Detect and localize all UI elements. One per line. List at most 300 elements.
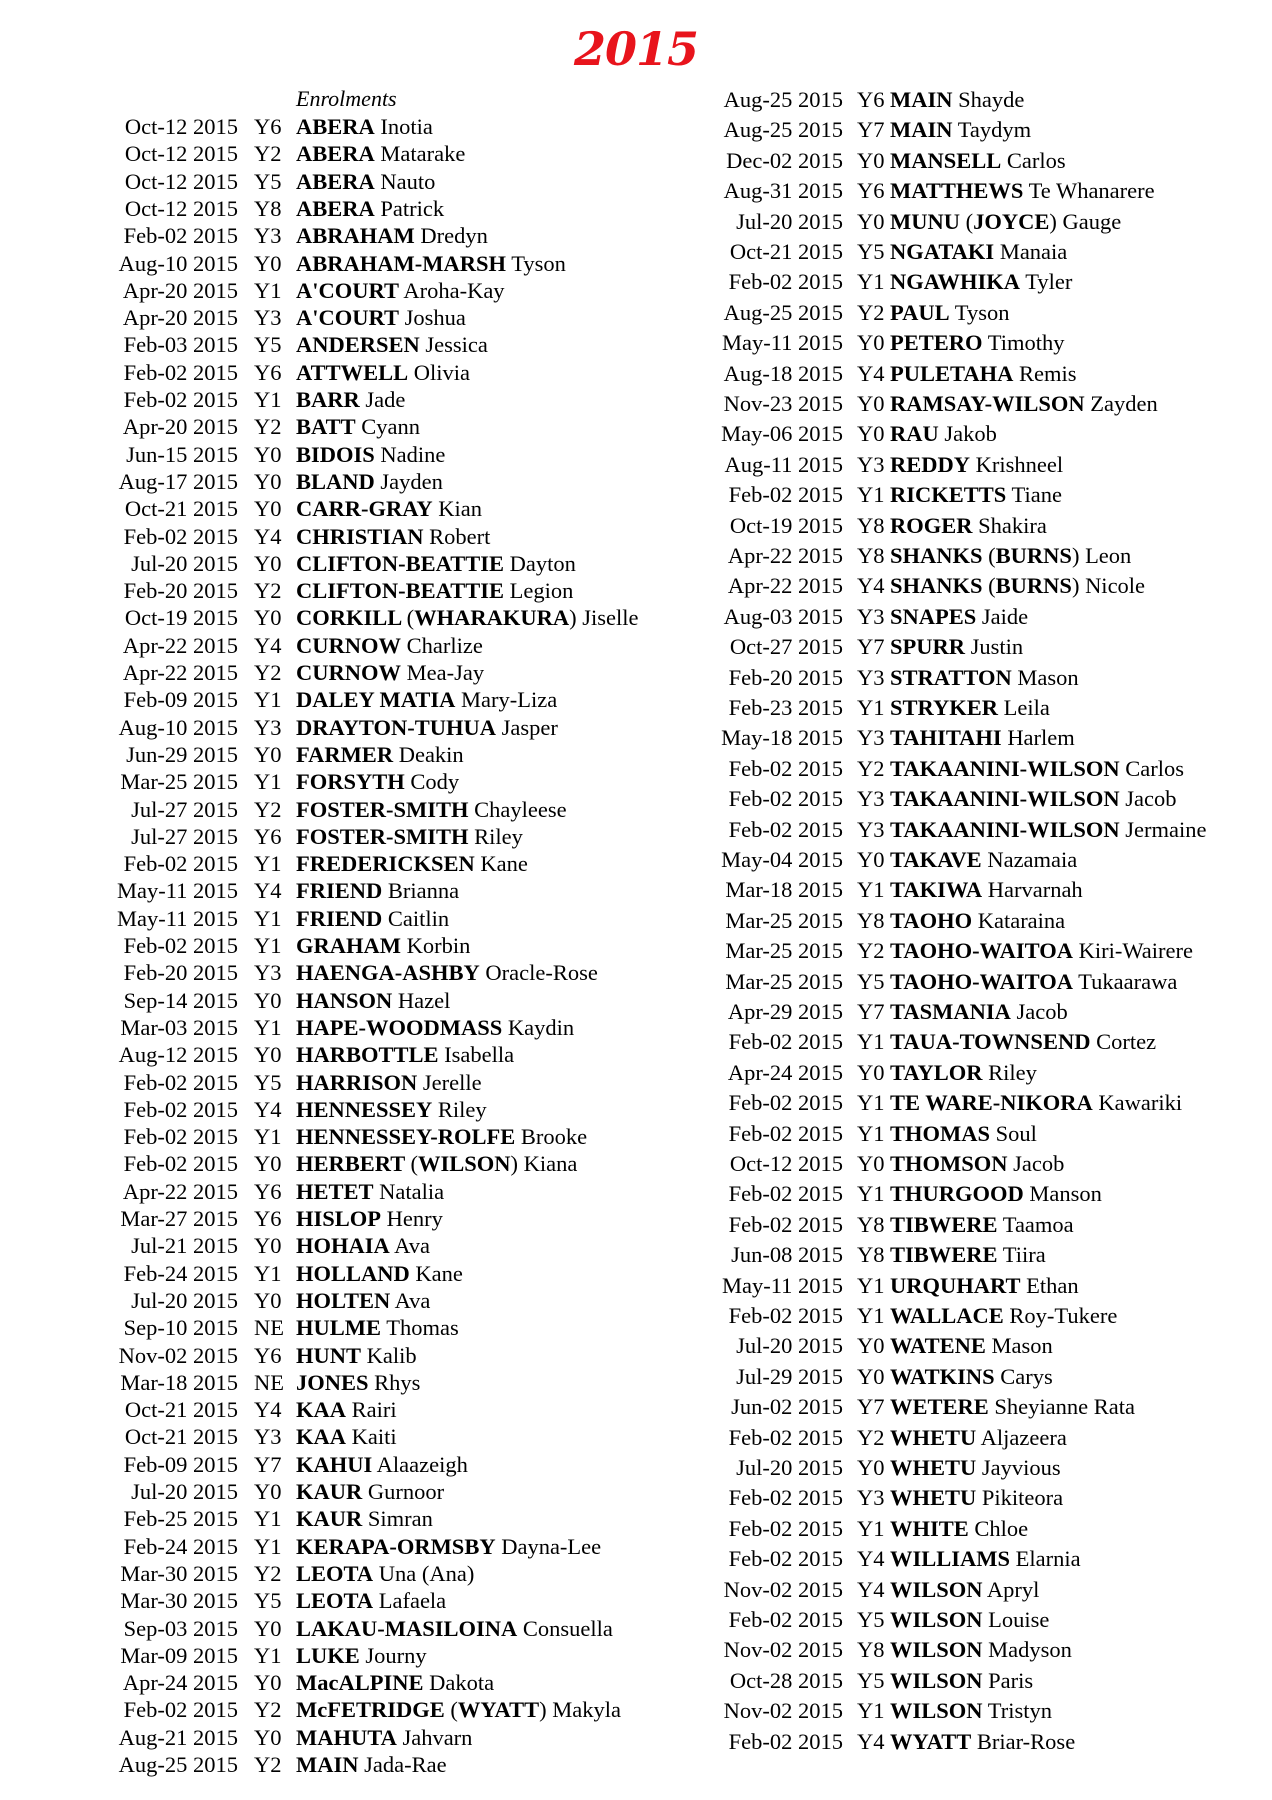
year-level: Y2 (857, 1424, 885, 1450)
student-surname: HOHAIA (296, 1233, 390, 1259)
student-name (890, 1697, 1052, 1724)
student-surname: HENNESSEY (296, 1096, 433, 1122)
enrolment-date: Mar-03 2015 (120, 1014, 238, 1040)
student-surname: WILSON (890, 1667, 983, 1693)
enrolment-date: Oct-27 2015 (729, 634, 843, 660)
student-name (890, 390, 1158, 417)
year-level: Y1 (857, 269, 885, 295)
student-given-name: Mea-Jay (401, 660, 485, 685)
student-given-name: Taydym (952, 117, 1032, 143)
student-name (296, 168, 435, 195)
year-level: Y7 (857, 1394, 885, 1420)
year-level: Y2 (254, 1697, 282, 1723)
student-surname: TAOHO-WAITOA (890, 968, 1073, 994)
enrolment-date: Jul-27 2015 (131, 796, 238, 822)
student-surname: WHETU (890, 1455, 977, 1480)
student-surname: TAOHO-WAITOA (890, 938, 1073, 964)
student-name (296, 1260, 463, 1287)
enrolment-date: Feb-20 2015 (728, 664, 843, 690)
enrolment-date: Oct-12 2015 (729, 1151, 843, 1176)
enrolment-date: Aug-25 2015 (723, 117, 843, 143)
student-given-name: Apryl (982, 1576, 1040, 1602)
student-given-name: Ethan (1020, 1272, 1079, 1298)
student-name (296, 877, 459, 904)
student-given-name: Nadine (374, 441, 446, 467)
student-given-name: Tiane (1006, 482, 1062, 508)
student-surname: PETERO (890, 330, 983, 356)
student-surname: URQUHART (890, 1272, 1021, 1298)
student-surname: NGATAKI (890, 239, 995, 264)
student-name (890, 1606, 1049, 1633)
enrolment-date: Oct-21 2015 (124, 1397, 238, 1423)
student-surname: HETET (296, 1178, 374, 1204)
year-level: Y2 (857, 299, 885, 325)
year-level: Y7 (857, 634, 885, 660)
year-level: NE (254, 1315, 284, 1341)
student-name (890, 1515, 1028, 1542)
enrolment-date: Apr-20 2015 (122, 305, 238, 331)
enrolment-date: Aug-17 2015 (118, 468, 238, 494)
student-given-name: Jacob (1010, 999, 1068, 1024)
enrolment-date: Aug-18 2015 (723, 360, 843, 386)
student-given-name: Manson (1023, 1181, 1102, 1207)
student-name (296, 550, 576, 577)
student-surname: ROGER (890, 512, 973, 538)
student-surname: ABERA (296, 141, 375, 167)
year-level: Y8 (857, 1211, 885, 1237)
student-given-name: Jada-Rae (358, 1752, 447, 1777)
student-name (296, 413, 420, 440)
enrolment-date: Aug-31 2015 (723, 178, 843, 204)
student-name (890, 1363, 1053, 1390)
year-level: Y4 (857, 573, 885, 599)
student-name (890, 1089, 1182, 1116)
year-level: Y3 (857, 603, 885, 629)
year-level: Y4 (857, 1546, 885, 1572)
year-level: Y5 (254, 168, 282, 194)
enrolment-date: Apr-22 2015 (727, 573, 843, 599)
student-name (890, 816, 1206, 843)
year-level: Y4 (254, 1397, 282, 1423)
year-level: Y1 (857, 1698, 885, 1724)
student-surname: THOMAS (890, 1120, 991, 1146)
student-given-name: Kian (432, 496, 483, 522)
enrolment-date: Jul-20 2015 (736, 1333, 843, 1359)
student-given-name: Riley (982, 1059, 1037, 1085)
student-surname: HENNESSEY-ROLFE (296, 1124, 516, 1150)
student-surname: ATTWELL (296, 359, 409, 385)
enrolment-date: Feb-02 2015 (123, 223, 238, 249)
student-name (296, 113, 433, 140)
student-given-name: Kawariki (1092, 1090, 1183, 1116)
student-name (296, 1178, 444, 1205)
student-name (890, 633, 1023, 660)
student-name (890, 1120, 1037, 1147)
enrolment-date: Feb-02 2015 (728, 1029, 843, 1055)
student-given-name: Carys (994, 1363, 1053, 1389)
student-given-name: Roy-Tukere (1003, 1303, 1118, 1328)
student-name (890, 937, 1193, 964)
student-name (296, 1342, 417, 1369)
student-given-name: Aroha-Kay (398, 277, 505, 303)
student-surname: HAPE-WOODMASS (296, 1014, 503, 1040)
enrolment-date: Apr-22 2015 (122, 660, 238, 685)
student-surname: ABRAHAM-MARSH (296, 250, 506, 276)
student-name (890, 1424, 1067, 1451)
student-surname: HOLLAND (296, 1260, 410, 1286)
student-surname: SPURR (890, 634, 966, 660)
year-level: Y3 (254, 714, 282, 740)
enrolment-date: Oct-21 2015 (124, 496, 238, 522)
student-given-name: Riley (432, 1096, 487, 1122)
student-surname: MUNU (890, 208, 966, 234)
enrolment-date: Nov-02 2015 (723, 1698, 843, 1724)
student-given-name: Chayleese (468, 796, 567, 822)
enrolment-date: Feb-02 2015 (728, 1515, 843, 1541)
student-surname: HARBOTTLE (296, 1042, 439, 1068)
year-level: Y0 (254, 250, 282, 276)
student-surname: CARR-GRAY (296, 496, 433, 522)
student-surname: HISLOP (296, 1206, 382, 1231)
enrolment-date: Feb-02 2015 (123, 851, 238, 877)
enrolment-date: Jul-20 2015 (131, 1287, 238, 1313)
student-name (296, 741, 464, 768)
enrolments-heading: Enrolments (296, 86, 397, 111)
year-level: Y4 (254, 878, 282, 904)
enrolment-date: Feb-02 2015 (123, 1124, 238, 1150)
student-name (890, 846, 1077, 873)
student-given-name: Jacob (1007, 1151, 1065, 1176)
student-surname: TAOHO (890, 907, 973, 933)
student-surname: McFETRIDGE (296, 1697, 451, 1723)
student-name (296, 1232, 430, 1259)
year-level: Y0 (857, 421, 885, 447)
enrolment-date: Feb-02 2015 (123, 1697, 238, 1723)
year-level: Y4 (254, 523, 282, 549)
year-level: Y3 (254, 223, 282, 249)
student-surname: GRAHAM (296, 933, 401, 958)
student-given-name: Kataraina (972, 907, 1066, 933)
enrolment-date: Feb-02 2015 (728, 1728, 843, 1754)
enrolment-date: Apr-24 2015 (727, 1059, 843, 1085)
year-level: Y8 (857, 907, 885, 933)
student-surname: FORSYTH (296, 769, 405, 795)
student-name (890, 724, 1075, 751)
student-given-name: Kiana (518, 1151, 578, 1177)
student-name (296, 1069, 482, 1096)
enrolment-date: Feb-02 2015 (123, 523, 238, 549)
year-level: Y4 (857, 360, 885, 386)
student-given-name: Jiselle (576, 605, 639, 631)
student-name (890, 299, 1010, 326)
student-name (296, 1587, 446, 1614)
student-surname: NGAWHIKA (890, 269, 1021, 295)
year-level: Y5 (857, 968, 885, 994)
student-surname: HANSON (296, 987, 393, 1013)
student-name (296, 1096, 487, 1123)
student-surname: LEOTA (296, 1560, 374, 1586)
student-name: SHANKS (BURNS) Nicole (890, 573, 1146, 599)
student-name (296, 823, 523, 850)
student-surname: HUNT (296, 1342, 362, 1368)
student-name (890, 1728, 1075, 1755)
student-surname: FREDERICKSEN (296, 851, 475, 877)
year-level: Y3 (857, 1485, 885, 1511)
student-name (890, 1302, 1117, 1329)
student-given-name: Isabella (438, 1042, 515, 1068)
student-name (296, 659, 484, 686)
year-level: Y0 (254, 987, 282, 1013)
student-surname: THOMSON (890, 1151, 1008, 1176)
student-surname: DALEY MATIA (296, 687, 456, 713)
student-name (296, 577, 573, 604)
student-name (890, 1545, 1081, 1572)
year-level: Y8 (254, 195, 282, 221)
student-name (296, 1642, 427, 1669)
student-surname: BARR (296, 387, 360, 412)
enrolment-date: Apr-22 2015 (727, 543, 843, 568)
enrolment-date: Apr-22 2015 (122, 632, 238, 658)
enrolment-date: Feb-24 2015 (123, 1260, 238, 1286)
student-name (296, 1669, 494, 1696)
student-name (890, 998, 1068, 1025)
student-given-name: Tukaarawa (1072, 968, 1178, 994)
enrolment-date: May-04 2015 (721, 847, 843, 872)
enrolment-date: Feb-02 2015 (728, 269, 843, 295)
student-name (296, 686, 557, 713)
student-name (296, 632, 483, 659)
year-level: Y6 (857, 178, 885, 204)
enrolment-date: Feb-02 2015 (728, 482, 843, 508)
year-level: Y1 (254, 1124, 282, 1150)
student-given-name: Tiira (997, 1242, 1046, 1268)
year-level: Y3 (857, 664, 885, 690)
year-level: Y5 (857, 239, 885, 264)
student-surname: LAKAU-MASILOINA (296, 1615, 518, 1641)
student-name (890, 876, 1083, 903)
enrolment-date: Jul-27 2015 (131, 823, 238, 849)
year-level: Y5 (254, 1069, 282, 1095)
student-surname: WILSON (890, 1637, 983, 1663)
student-given-name: Kalib (361, 1342, 417, 1368)
year-level: Y3 (857, 786, 885, 812)
year-level: Y0 (254, 441, 282, 467)
student-surname: TAKAANINI-WILSON (890, 816, 1120, 842)
enrolment-date: Apr-22 2015 (122, 1178, 238, 1204)
year-level: Y3 (254, 305, 282, 331)
enrolment-date: Feb-02 2015 (728, 1424, 843, 1450)
student-name (296, 850, 528, 877)
year-level: Y1 (857, 1272, 885, 1298)
student-name (296, 1205, 443, 1232)
student-name (296, 1751, 447, 1778)
year-level: Y0 (857, 847, 885, 872)
student-given-name: Aljazeera (976, 1424, 1067, 1450)
student-name (890, 268, 1072, 295)
student-name (890, 1576, 1039, 1603)
student-name (890, 694, 1050, 721)
year-level: Y4 (857, 1728, 885, 1754)
student-given-name: Shakira (972, 512, 1047, 538)
year-level: Y8 (857, 1242, 885, 1268)
enrolment-date: Aug-10 2015 (118, 250, 238, 276)
student-given-name: Legion (503, 578, 574, 604)
student-surname: HERBERT (296, 1151, 411, 1177)
student-given-name: Justin (965, 634, 1024, 660)
student-surname: MacALPINE (296, 1670, 424, 1696)
student-surname: CORKILL (296, 605, 407, 631)
student-name: SHANKS (BURNS) Leon (890, 543, 1132, 568)
year-level: Y3 (254, 1424, 282, 1450)
year-level: Y0 (254, 1724, 282, 1750)
student-surname: LEOTA (296, 1588, 374, 1614)
student-surname: LUKE (296, 1642, 360, 1668)
student-given-name: Chloe (968, 1515, 1029, 1541)
student-surname: MAIN (890, 117, 953, 143)
year-level: Y0 (254, 1479, 282, 1504)
year-level: Y0 (254, 1233, 282, 1259)
enrolment-date: Aug-03 2015 (723, 603, 843, 629)
student-given-name: Carlos (1119, 755, 1184, 781)
year-level: Y1 (254, 1014, 282, 1040)
enrolment-date: Feb-09 2015 (123, 687, 238, 713)
enrolment-date: Oct-21 2015 (124, 1424, 238, 1450)
year-level: Y1 (254, 1506, 282, 1532)
enrolment-date: Feb-20 2015 (123, 960, 238, 986)
enrolment-date: Apr-29 2015 (727, 999, 843, 1024)
student-name (296, 331, 488, 358)
student-surname: WILSON (417, 1151, 511, 1177)
student-given-name: Mason (1011, 664, 1079, 690)
student-name (890, 177, 1155, 204)
year-level: Y0 (857, 1059, 885, 1085)
student-surname: STRYKER (890, 695, 998, 720)
enrolment-date: Oct-12 2015 (124, 114, 238, 139)
year-level: Y0 (857, 208, 885, 234)
year-level: Y6 (254, 1178, 282, 1204)
student-name (296, 768, 459, 795)
student-name (296, 495, 482, 522)
enrolment-date: Jul-20 2015 (131, 550, 238, 576)
student-name (296, 1533, 601, 1560)
student-given-name: Briar-Rose (971, 1728, 1076, 1754)
student-surname: MATTHEWS (890, 178, 1024, 204)
student-name (890, 1484, 1063, 1511)
enrolment-date: Feb-02 2015 (728, 1090, 843, 1116)
year-level: Y8 (857, 543, 885, 568)
enrolment-date: Apr-20 2015 (122, 277, 238, 303)
enrolment-date: Mar-30 2015 (120, 1560, 238, 1586)
student-surname: BURNS (995, 543, 1072, 568)
enrolment-date: Nov-23 2015 (723, 391, 843, 416)
student-given-name: Nicole (1079, 573, 1146, 599)
year-level: Y0 (857, 330, 885, 356)
student-given-name: Tristyn (982, 1698, 1052, 1724)
student-surname: SHANKS (890, 543, 989, 568)
student-surname: JOYCE (973, 208, 1050, 234)
student-surname: CHRISTIAN (296, 523, 424, 549)
enrolment-date: Jun-15 2015 (126, 441, 238, 467)
enrolment-date: Aug-21 2015 (118, 1724, 238, 1750)
enrolment-date: Feb-02 2015 (728, 1120, 843, 1146)
student-given-name: Cortez (1090, 1029, 1157, 1055)
enrolment-date: Oct-28 2015 (729, 1667, 843, 1693)
year-level: Y1 (857, 1120, 885, 1146)
enrolment-date: Nov-02 2015 (118, 1342, 238, 1368)
student-given-name: Cyann (355, 414, 420, 440)
year-level: Y2 (254, 1752, 282, 1777)
enrolment-date: Dec-02 2015 (726, 147, 843, 173)
enrolment-date: Feb-23 2015 (728, 695, 843, 720)
student-given-name: Henry (381, 1206, 443, 1231)
student-given-name: Gauge (1056, 208, 1122, 234)
year-level: Y0 (254, 1670, 282, 1696)
student-name (890, 1272, 1079, 1299)
student-name (890, 1028, 1156, 1055)
student-given-name: Jakob (938, 421, 997, 447)
student-given-name: Jerelle (417, 1069, 482, 1095)
student-surname: TE WARE-NIKORA (890, 1090, 1093, 1116)
student-surname: ABERA (296, 195, 375, 221)
enrolment-date: May-11 2015 (721, 330, 843, 356)
student-given-name: Charlize (401, 632, 483, 658)
student-given-name: Gurnoor (362, 1479, 445, 1504)
student-given-name: Korbin (401, 933, 471, 958)
student-surname: ABERA (296, 168, 375, 194)
student-surname: KAUR (296, 1506, 363, 1532)
student-surname: WHARAKURA (414, 605, 570, 631)
student-surname: MAHUTA (296, 1724, 397, 1750)
student-surname: TIBWERE (890, 1242, 998, 1268)
enrolment-date: Feb-02 2015 (728, 1303, 843, 1328)
student-surname: FOSTER-SMITH (296, 823, 469, 849)
year-level: Y1 (254, 687, 282, 713)
student-given-name: Mary-Liza (455, 687, 558, 713)
enrolment-date: Sep-14 2015 (123, 987, 238, 1013)
student-name (296, 1123, 587, 1150)
student-name (296, 1615, 613, 1642)
year-level: Y2 (254, 141, 282, 167)
enrolment-date: Jun-08 2015 (731, 1242, 843, 1268)
enrolment-date: Jul-21 2015 (131, 1233, 238, 1259)
enrolment-date: Feb-25 2015 (123, 1506, 238, 1532)
year-level: Y6 (254, 359, 282, 385)
student-given-name: Leon (1079, 543, 1132, 568)
year-level: Y0 (254, 550, 282, 576)
enrolment-date: Mar-30 2015 (120, 1588, 238, 1614)
enrolment-date: Feb-02 2015 (728, 1607, 843, 1632)
student-surname: WATKINS (890, 1363, 995, 1389)
year-level: Y7 (857, 999, 885, 1024)
student-given-name: Soul (990, 1120, 1037, 1146)
student-surname: KAHUI (296, 1451, 373, 1477)
student-name (890, 907, 1065, 934)
student-given-name: Mason (985, 1333, 1053, 1359)
student-surname: STRATTON (890, 664, 1012, 690)
student-surname: RICKETTS (890, 482, 1007, 508)
enrolment-date: Sep-03 2015 (123, 1615, 238, 1641)
student-surname: FRIEND (296, 878, 383, 904)
student-given-name: Zayden (1084, 391, 1158, 416)
year-level: Y2 (254, 660, 282, 685)
student-given-name: Kiri-Wairere (1072, 938, 1193, 964)
enrolment-date: Feb-02 2015 (123, 1069, 238, 1095)
student-given-name: Alaazeigh (372, 1451, 468, 1477)
student-surname: PAUL (890, 299, 950, 325)
enrolment-date: Feb-02 2015 (123, 387, 238, 412)
student-surname: TAKAANINI-WILSON (890, 786, 1120, 812)
year-level: Y1 (857, 1029, 885, 1055)
